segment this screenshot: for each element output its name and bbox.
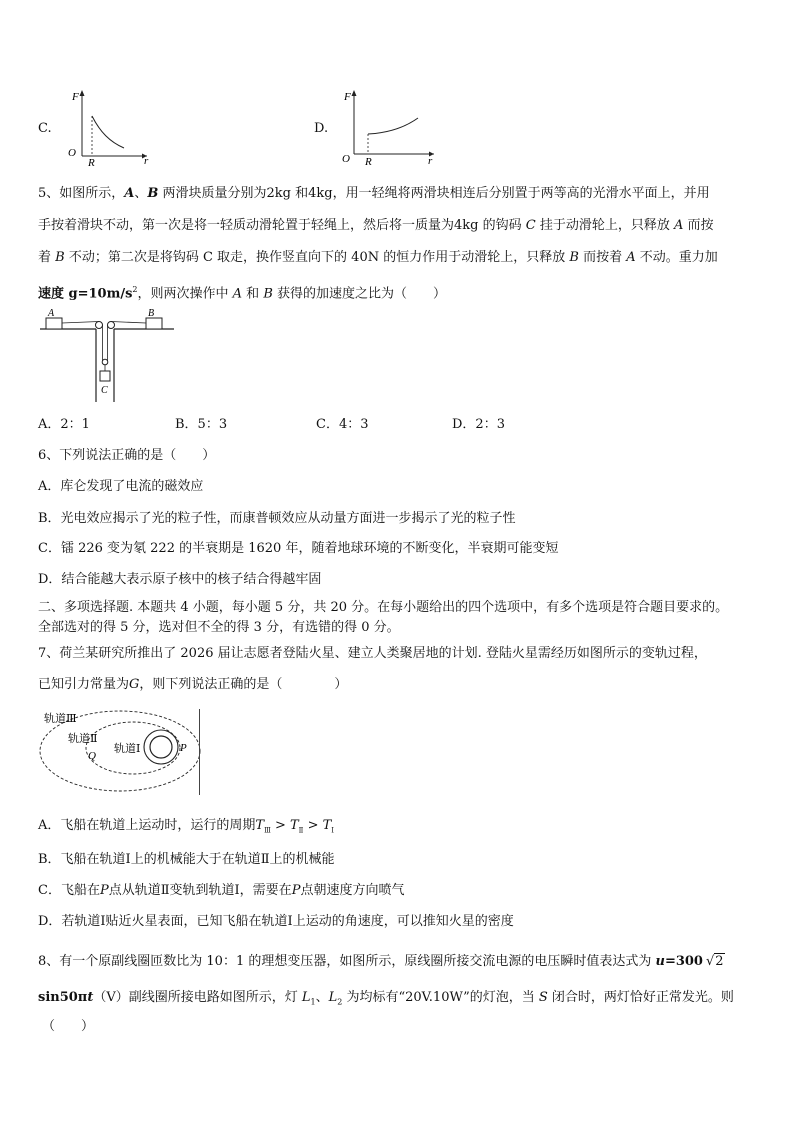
q8-line-2: sin50πt（V）副线圈所接电路如图所示，灯 $L_1$、$L_2$ 为均标有“20V.10W”的灯泡，当 S 闭合时，两灯恰好正常发光。则 xyxy=(38,990,734,1007)
q5-fig-label-b: B xyxy=(148,308,155,319)
q6-stem: 6、下列说法正确的是（ ） xyxy=(38,448,216,463)
q7-option-c: C．飞船在P点从轨道Ⅱ变轨到轨道Ⅰ，需要在P点朝速度方向喷气 xyxy=(38,883,405,898)
q7-fig-point-q: Q xyxy=(88,750,96,762)
q5-line-3: 着 B 不动；第二次是将钩码 C 取走，换作竖直向下的 40N 的恒力作用于动滑轮上，只释放 B 而按着 A 不动。重力加 xyxy=(38,250,718,265)
q5-fig-label-c: C xyxy=(101,385,108,396)
graph-c-origin: O xyxy=(68,147,76,159)
graph-c-mark-r: R xyxy=(88,157,95,166)
q6-option-b: B．光电效应揭示了光的粒子性，而康普顿效应从动量方面进一步揭示了光的粒子性 xyxy=(38,511,516,526)
graph-d-origin: O xyxy=(342,153,350,165)
q7-option-d: D．若轨道Ⅰ贴近火星表面，已知飞船在轨道Ⅰ上运动的角速度，可以推知火星的密度 xyxy=(38,914,514,929)
q8-line-3: （ ） xyxy=(42,1019,95,1034)
graph-d-mark-r: R xyxy=(365,156,372,166)
option-d-label: D. xyxy=(314,121,329,136)
section2-line-1: 二、多项选择题. 本题共 4 小题，每小题 5 分，共 20 分。在每小题给出的四个选项中，有多个选项是符合题目要求的。 xyxy=(38,600,729,615)
q5-option-b: B．5：3 xyxy=(175,417,228,432)
q7-line-1: 7、荷兰某研究所推出了 2026 届让志愿者登陆火星、建立人类聚居地的计划. 登陆火星需经历如图所示的变轨过程， xyxy=(38,646,707,661)
q7-fig-orbit-2: 轨道Ⅱ xyxy=(68,733,98,745)
sqrt-symbol: √2 xyxy=(705,954,724,969)
q6-option-a: A．库仑发现了电流的磁效应 xyxy=(38,479,204,494)
q7-orbit-figure xyxy=(38,706,208,806)
graph-c-axis-f: F xyxy=(72,91,79,103)
q7-option-b: B．飞船在轨道Ⅰ上的机械能大于在轨道Ⅱ上的机械能 xyxy=(38,852,335,867)
q6-option-c: C．镭 226 变为氡 222 的半衰期是 1620 年，随着地球环境的不断变化，半衰期可能变短 xyxy=(38,541,559,556)
q7-fig-orbit-3: 轨道Ⅲ xyxy=(44,713,77,725)
graph-option-c xyxy=(62,86,152,166)
graph-d-axis-f: F xyxy=(344,91,351,103)
q5-line-2: 手按着滑块不动，第一次是将一轻质动滑轮置于轻绳上，然后将一质量为4kg 的钩码 C 挂于动滑轮上，只释放 A 而按 xyxy=(38,218,714,233)
q8-line-1: 8、有一个原副线圈匝数比为 10：1 的理想变压器，如图所示，原线圈所接交流电源的电压瞬时值表达式为 u=300 √2 xyxy=(38,954,724,969)
q5-option-d: D．2：3 xyxy=(452,417,505,432)
q6-option-d: D．结合能越大表示原子核中的核子结合得越牢固 xyxy=(38,572,322,587)
q7-line-2: 已知引力常量为G，则下列说法正确的是（ ） xyxy=(38,677,348,692)
q5-line-4: 速度 $g=10m/s^2$，则两次操作中 A 和 B 获得的加速度之比为（ ） xyxy=(38,285,447,302)
option-c-label: C. xyxy=(38,121,52,136)
graph-d-axis-r: r xyxy=(428,155,433,166)
q7-option-a: A．飞船在轨道上运动时，运行的周期$T_Ⅲ > T_Ⅱ > T_Ⅰ$ xyxy=(38,818,335,835)
q7-figure-divider xyxy=(199,709,200,795)
q7-fig-point-p: P xyxy=(180,742,187,754)
q7-fig-orbit-1: 轨道Ⅰ xyxy=(114,743,141,755)
q5-option-c: C．4：3 xyxy=(316,417,369,432)
q5-option-a: A．2：1 xyxy=(38,417,90,432)
graph-c-axis-r: r xyxy=(144,155,149,166)
q5-fig-label-a: A xyxy=(48,308,55,319)
q5-line-1: 5、如图所示，A、B 两滑块质量分别为2kg 和4kg，用一轻绳将两滑块相连后分别置于两等高的光滑水平面上，并用 xyxy=(38,186,710,201)
graph-option-d xyxy=(338,86,438,166)
q5-pulley-figure xyxy=(38,304,178,404)
section2-line-2: 全部选对的得 5 分，选对但不全的得 3 分，有选错的得 0 分。 xyxy=(38,620,400,635)
